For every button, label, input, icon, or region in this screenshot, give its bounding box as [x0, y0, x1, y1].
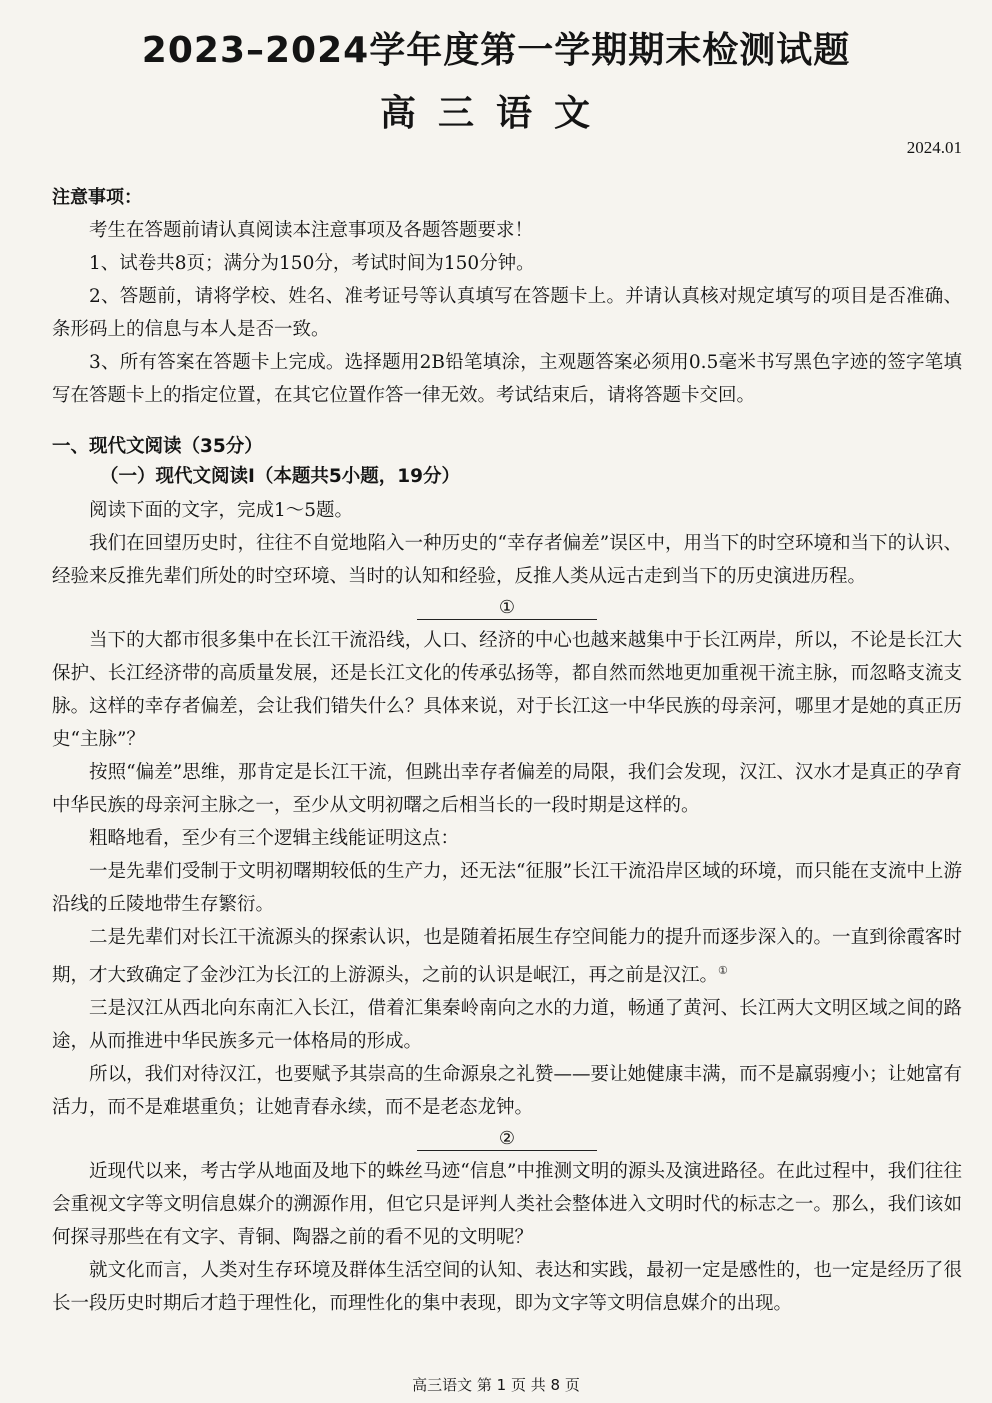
- notes-item: 2、答题前，请将学校、姓名、准考证号等认真填写在答题卡上。并请认真核对规定填写的项目是否准确、条形码上的信息与本人是否一致。: [52, 286, 962, 340]
- part-marker-2: ②: [417, 1128, 597, 1151]
- passage-paragraph: 按照“偏差”思维，那肯定是长江干流，但跳出幸存者偏差的局限，我们会发现，汉江、汉水才是真正的孕育中华民族的母亲河主脉之一，至少从文明初曙之后相当长的一段时期是这样的。: [52, 762, 962, 816]
- part-marker-1: ①: [417, 597, 597, 620]
- exam-subject: 高三语文: [379, 93, 612, 134]
- section-subheading: （一）现代文阅读Ⅰ（本题共5小题，19分）: [100, 466, 461, 487]
- passage-intro: 我们在回望历史时，往往不自觉地陷入一种历史的“幸存者偏差”误区中，用当下的时空环境和当下的认识、经验来反推先辈们所处的时空环境、当时的认知和经验，反推人类从远古走到当下的历史演进历程。: [52, 533, 962, 587]
- passage-paragraph: 当下的大都市很多集中在长江干流沿线，人口、经济的中心也越来越集中于长江两岸，所以，不论是长江大保护、长江经济带的高质量发展，还是长江文化的传承弘扬等，都自然而然地更加重视干流主脉，而忽略支流支脉。这样的幸存者偏差，会让我们错失什么？具体来说，对于长江这一中华民族的母亲河，哪里才是她的真正历史“主脉”？: [52, 630, 962, 750]
- passage-paragraph: 粗略地看，至少有三个逻辑主线能证明这点：: [89, 828, 460, 849]
- notes-item: 1、试卷共8页；满分为150分，考试时间为150分钟。: [89, 253, 535, 274]
- exam-date: 2024.01: [906, 138, 962, 157]
- notes-item: 3、所有答案在答题卡上完成。选择题用2B铅笔填涂，主观题答案必须用0.5毫米书写黑色字迹的签字笔填写在答题卡上的指定位置，在其它位置作答一律无效。考试结束后，请将答题卡交回。: [52, 352, 962, 406]
- passage-paragraph: 就文化而言，人类对生存环境及群体生活空间的认知、表达和实践，最初一定是感性的，也一定是经历了很长一段历史时期后才趋于理性化，而理性化的集中表现，即为文字等文明信息媒介的出现。: [52, 1260, 962, 1315]
- paragraph-text: 二是先辈们对长江干流源头的探索认识，也是随着拓展生存空间能力的提升而逐步深入的。一直到徐霞客时期，才大致确定了金沙江为长江的上游源头，之前的认识是岷江，再之前是汉江。: [52, 927, 962, 987]
- section-heading: 一、现代文阅读（35分）: [52, 436, 263, 457]
- passage-paragraph: 一是先辈们受制于文明初曙期较低的生产力，还无法“征服”长江干流沿岸区域的环境，而只能在支流中上游沿线的丘陵地带生存繁衍。: [52, 861, 962, 915]
- notes-heading: 注意事项：: [52, 187, 142, 208]
- footnote-mark: ①: [718, 964, 728, 977]
- notes-item: 考生在答题前请认真阅读本注意事项及各题答题要求！: [89, 220, 534, 241]
- instruction: 阅读下面的文字，完成1～5题。: [89, 500, 354, 521]
- passage-paragraph: 三是汉江从西北向东南汇入长江，借着汇集秦岭南向之水的力道，畅通了黄河、长江两大文明区域之间的路途，从而推进中华民族多元一体格局的形成。: [52, 998, 962, 1053]
- passage-paragraph: [52, 921, 962, 992]
- notes-section: [52, 181, 962, 412]
- passage-paragraph: 近现代以来，考古学从地面及地下的蛛丝马迹“信息”中推测文明的源头及演进路径。在此过程中，我们往往会重视文字等文明信息媒介的溯源作用，但它只是评判人类社会整体进入文明时代的标志之一。那么，我们该如何探寻那些在有文字、青铜、陶器之前的看不见的文明呢？: [52, 1161, 962, 1249]
- reading-passage: [52, 494, 962, 1320]
- page-footer: 高三语文 第 1 页 共 8 页: [412, 1376, 580, 1394]
- passage-paragraph: 所以，我们对待汉江，也要赋予其崇高的生命源泉之礼赞——要让她健康丰满，而不是羸弱瘦小；让她富有活力，而不是难堪重负；让她青春永续，而不是老态龙钟。: [52, 1064, 962, 1119]
- exam-title: 2023–2024学年度第一学期期末检测试题: [141, 30, 851, 71]
